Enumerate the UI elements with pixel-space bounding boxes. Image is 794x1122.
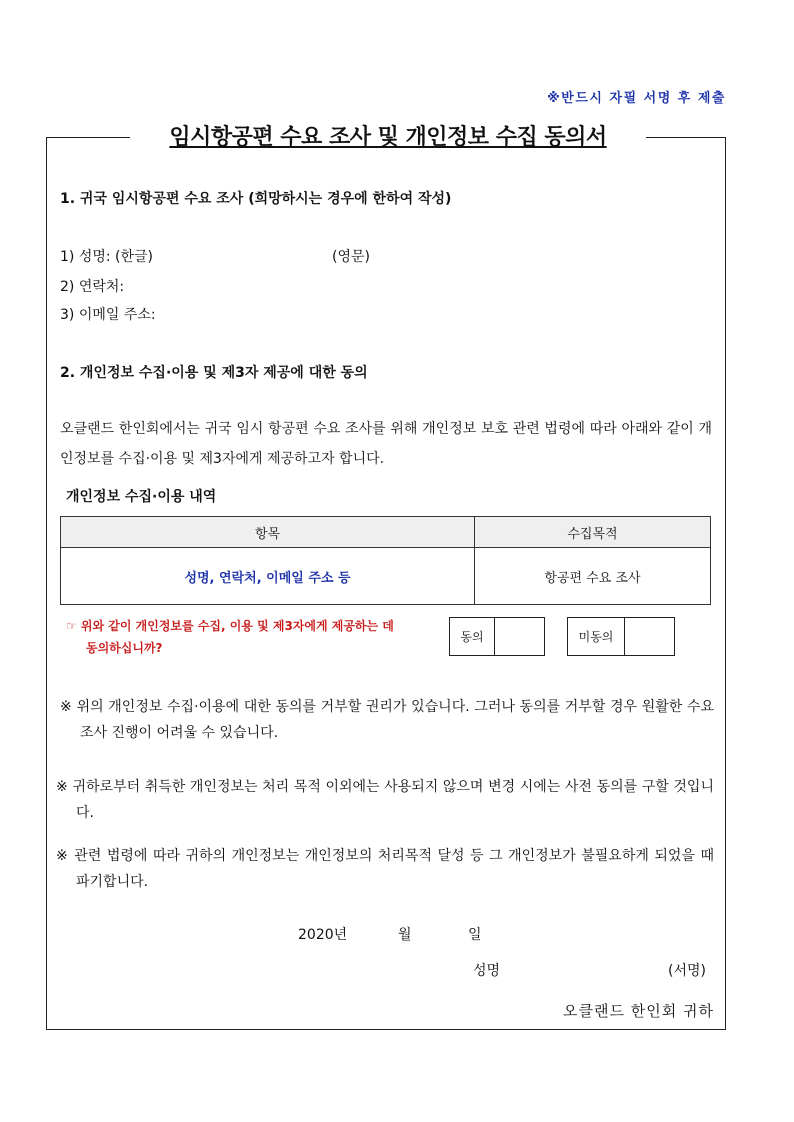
signature-name-label: 성명	[473, 963, 501, 979]
date-day: 일	[468, 927, 482, 943]
name-korean-label: 1) 성명: (한글)	[60, 249, 154, 265]
consent-question-line2: 동의하십니까?	[86, 641, 163, 655]
section1-heading: 1. 귀국 임시항공편 수요 조사 (희망하시는 경우에 한하여 작성)	[60, 191, 452, 207]
submission-notice: ※반드시 자필 서명 후 제출	[547, 91, 726, 106]
date-month: 월	[398, 927, 412, 943]
agree-label: 동의	[450, 618, 495, 655]
note-usage-limit: ※ 귀하로부터 취득한 개인정보는 처리 목적 이외에는 사용되지 않으며 변경 시에는 사전 동의를 구할 것입니다.	[56, 779, 714, 821]
section2-heading: 2. 개인정보 수집·이용 및 제3자 제공에 대한 동의	[60, 365, 368, 381]
recipient: 오클랜드 한인회 귀하	[563, 1002, 714, 1020]
email-label: 3) 이메일 주소:	[60, 307, 156, 323]
name-english-label: (영문)	[332, 249, 370, 265]
agree-checkbox-group[interactable]	[449, 617, 545, 656]
collection-items-table	[60, 516, 711, 605]
disagree-checkbox-group[interactable]	[567, 617, 675, 656]
page-title: 임시항공편 수요 조사 및 개인정보 수집 동의서	[130, 120, 646, 156]
note-destruction: ※ 관련 법령에 따라 귀하의 개인정보는 개인정보의 처리목적 달성 등 그 개인정보가 불필요하게 되었을 때 파기합니다.	[56, 848, 714, 890]
contact-label: 2) 연락처:	[60, 279, 125, 295]
consent-question	[66, 615, 446, 659]
consent-intro-paragraph: 오클랜드 한인회에서는 귀국 임시 항공편 수요 조사를 위해 개인정보 보호 관련 법령에 따라 아래와 같이 개인정보를 수집·이용 및 제3자에게 제공하고자 합니다.	[60, 421, 712, 467]
disagree-checkbox[interactable]	[625, 618, 674, 655]
table-cell-purpose: 항공편 수요 조사	[475, 548, 711, 605]
signature-label: (서명)	[668, 963, 706, 979]
disagree-label: 미동의	[568, 618, 625, 655]
date-year: 2020년	[298, 927, 348, 943]
table-cell-item: 성명, 연락처, 이메일 주소 등	[61, 548, 475, 605]
table-header-item: 항목	[61, 517, 475, 548]
agree-checkbox[interactable]	[495, 618, 544, 655]
note-refusal-right: ※ 위의 개인정보 수집·이용에 대한 동의를 거부할 권리가 있습니다. 그러나 동의를 거부할 경우 원활한 수요 조사 진행이 어려울 수 있습니다.	[60, 699, 714, 741]
table-title: 개인정보 수집·이용 내역	[66, 489, 217, 505]
consent-question-line1: ☞ 위와 같이 개인정보를 수집, 이용 및 제3자에게 제공하는 데	[66, 619, 394, 633]
table-header-purpose: 수집목적	[475, 517, 711, 548]
